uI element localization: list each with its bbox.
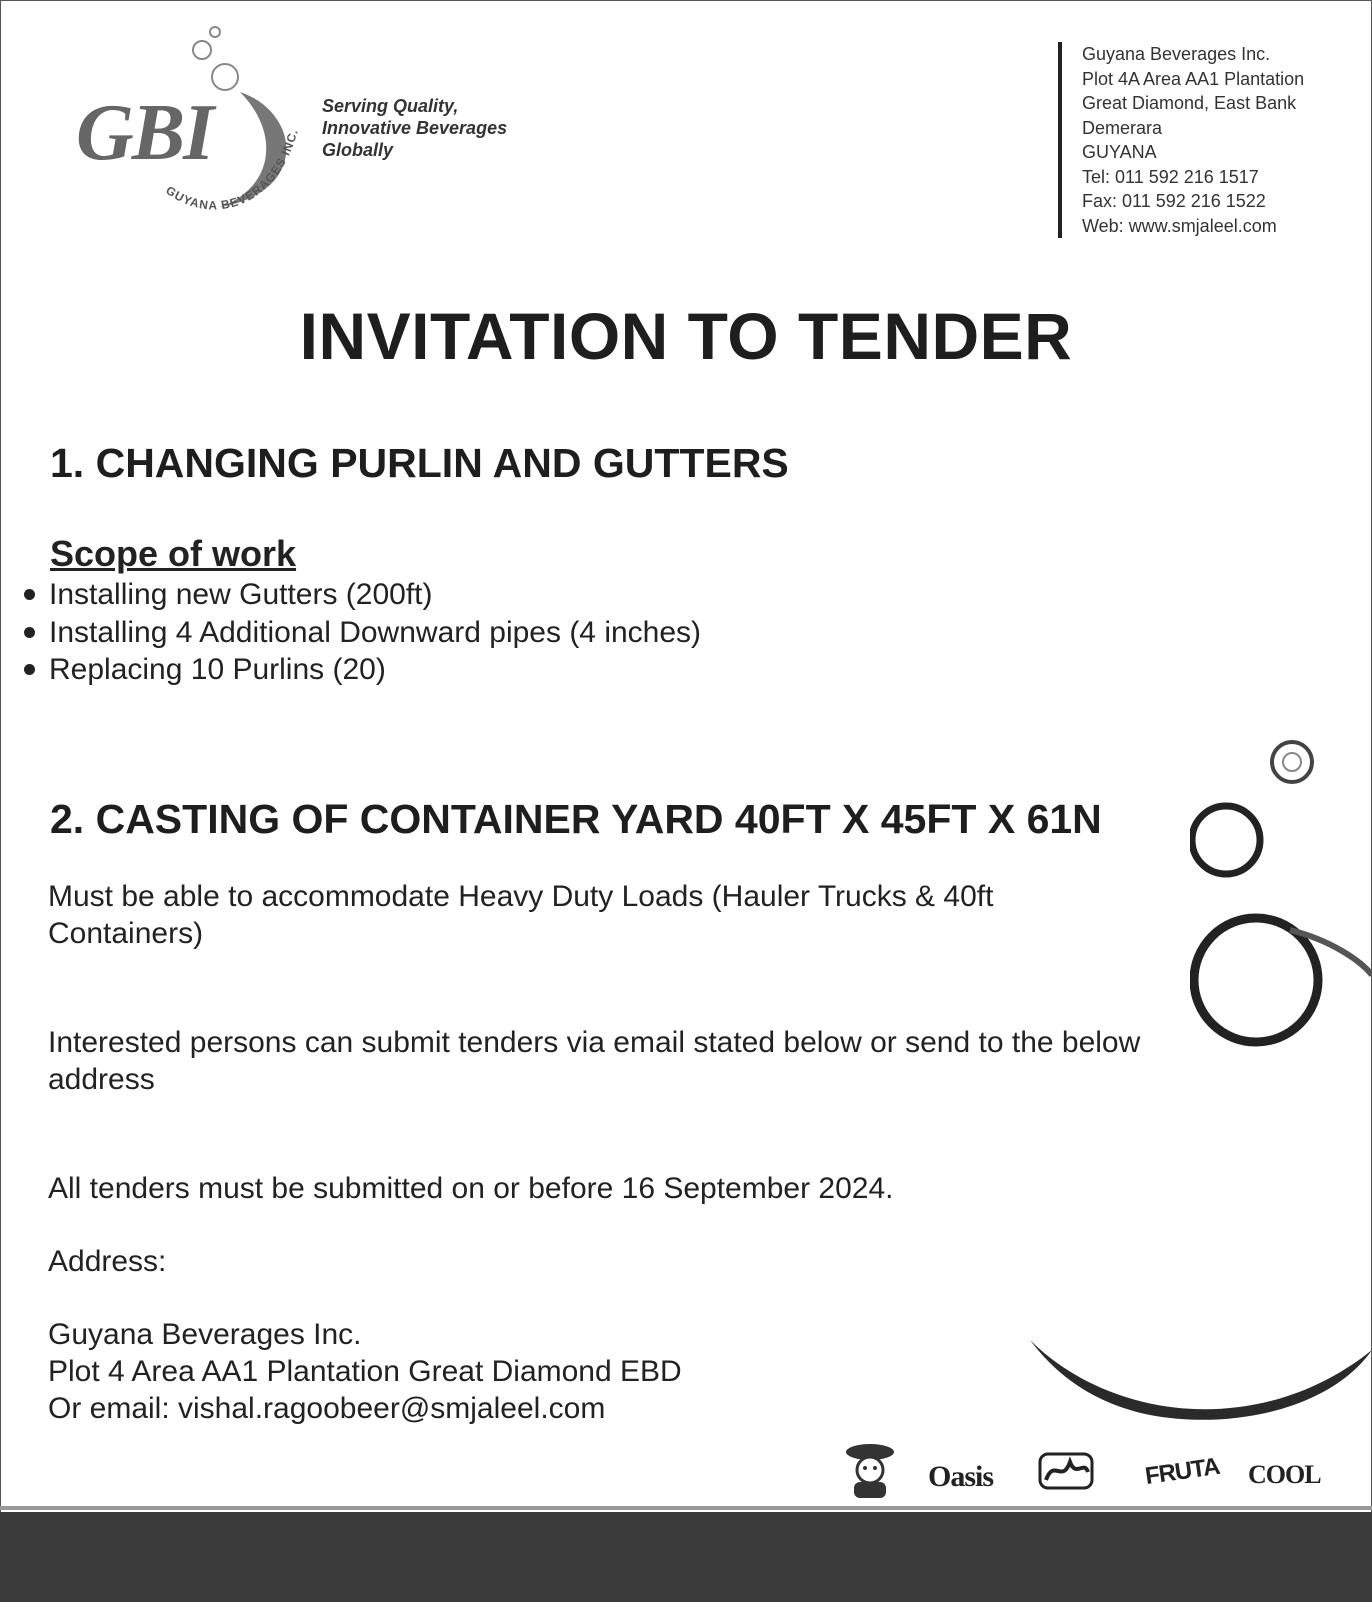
- contact-address-line: Plot 4A Area AA1 Plantation: [1082, 68, 1305, 89]
- contact-address-line: Demerara: [1082, 117, 1163, 138]
- submission-text: Interested persons can submit tenders via email stated below or send to the below address: [48, 1026, 1141, 1096]
- brand-fruta: FRUTA: [1143, 1452, 1221, 1491]
- contact-fax: Fax: 011 592 216 1522: [1082, 191, 1266, 211]
- contact-block: [1058, 42, 1304, 238]
- page-title: INVITATION TO TENDER: [299, 299, 1073, 373]
- footer-bar: [0, 1512, 1372, 1602]
- section1-heading: 1. CHANGING PURLIN AND GUTTERS: [50, 440, 789, 486]
- contact-address-line: Great Diamond, East Bank: [1082, 93, 1297, 113]
- address-street: Plot 4 Area AA1 Plantation Great Diamond EBD: [48, 1355, 682, 1388]
- list-item: Installing new Gutters (200ft): [24, 576, 701, 614]
- address-company: Guyana Beverages Inc.: [48, 1318, 362, 1351]
- section2-heading: 2. CASTING OF CONTAINER YARD 40FT X 45FT X 61N: [50, 796, 1102, 842]
- deadline-text: All tenders must be submitted on or before 16 September 2024.: [48, 1172, 894, 1205]
- bullet-icon: [24, 627, 35, 638]
- address-email: Or email: vishal.ragoobeer@smjaleel.com: [48, 1392, 606, 1425]
- bullet-icon: [24, 589, 35, 600]
- brand-script-logo-icon: [1036, 1448, 1096, 1494]
- brand-oasis: Oasis: [928, 1460, 994, 1493]
- tagline-line: Innovative Beverages: [322, 118, 508, 138]
- scope-list: [24, 576, 701, 689]
- contact-web: Web: www.smjaleel.com: [1082, 215, 1277, 236]
- logo-tagline: [322, 95, 507, 161]
- tagline-line: Serving Quality,: [322, 96, 459, 116]
- decorative-swoosh-icon: [1030, 1330, 1372, 1450]
- mascot-brand-icon: [840, 1440, 900, 1502]
- bullet-icon: [24, 664, 35, 675]
- list-item: Replacing 10 Purlins (20): [24, 651, 701, 689]
- contact-tel: Tel: 011 592 216 1517: [1082, 166, 1259, 187]
- footer-divider: [0, 1506, 1372, 1510]
- requirement-text: Must be able to accommodate Heavy Duty Loads (Hauler Trucks & 40ft Containers): [48, 880, 994, 950]
- brand-cool: COOL: [1248, 1460, 1321, 1489]
- brand-logos: [840, 1440, 1360, 1510]
- address-label: Address:: [48, 1245, 167, 1278]
- tagline-line: Globally: [322, 140, 394, 160]
- logo-letters: GBI: [76, 89, 213, 177]
- gbi-logo: [70, 22, 330, 232]
- decorative-bubbles-icon: [1190, 740, 1372, 1070]
- list-item: Installing 4 Additional Downward pipes (4 inches): [24, 614, 701, 652]
- address-block: [48, 1316, 682, 1427]
- logo-ring-text: GUYANA BEVERAGES INC.: [163, 127, 301, 213]
- contact-company: Guyana Beverages Inc.: [1082, 44, 1271, 64]
- scope-title: Scope of work: [50, 533, 297, 574]
- contact-country: GUYANA: [1082, 142, 1157, 162]
